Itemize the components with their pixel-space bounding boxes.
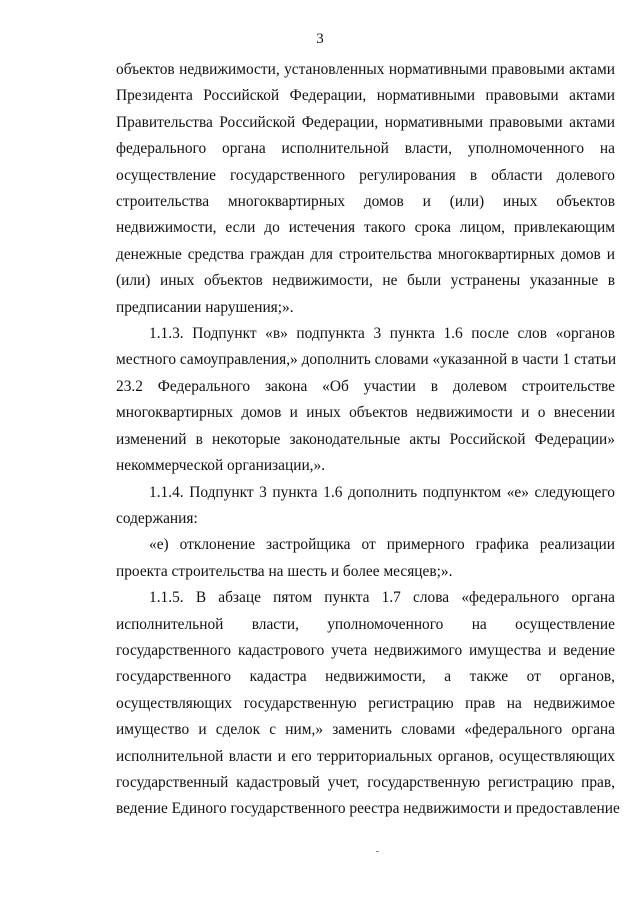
text-line: денежные средства граждан для строительства многоквартирных домов и bbox=[116, 245, 615, 263]
text-line: государственный кадастровый учет, государственную регистрацию прав, bbox=[116, 773, 615, 791]
text-line: предписании нарушения;». bbox=[116, 298, 294, 316]
text-line: 23.2 Федерального закона «Об участии в долевом строительстве bbox=[116, 377, 615, 395]
paragraph-list bbox=[116, 57, 620, 823]
paragraph-p3 bbox=[116, 480, 615, 533]
text-line: 1.1.3. Подпункт «в» подпункта 3 пункта 1.6 после слов «органов bbox=[149, 325, 615, 343]
text-line: «е) отклонение застройщика от примерного графика реализации bbox=[149, 536, 615, 554]
page-number: 3 bbox=[316, 31, 324, 47]
paragraph-p1 bbox=[116, 57, 615, 321]
text-line: осуществляющих государственную регистрацию прав на недвижимое bbox=[116, 694, 615, 712]
text-line: местного самоуправления,» дополнить словами «указанной в части 1 статьи bbox=[116, 351, 617, 369]
text-line: недвижимости, если до истечения такого срока лицом, привлекающим bbox=[116, 219, 615, 237]
text-line: ведение Единого государственного реестра недвижимости и предоставление bbox=[116, 800, 620, 818]
text-line: федерального органа исполнительной власти, уполномоченного на bbox=[116, 140, 615, 158]
text-line: проекта строительства на шесть и более месяцев;». bbox=[116, 562, 453, 580]
text-line: (или) иных объектов недвижимости, не были устранены указанные в bbox=[116, 272, 615, 290]
paragraph-p5 bbox=[116, 585, 620, 823]
scan-speck bbox=[376, 851, 379, 852]
paragraph-p2 bbox=[116, 321, 615, 479]
paragraph-p4 bbox=[116, 532, 615, 585]
text-line: объектов недвижимости, установленных нормативными правовыми актами bbox=[116, 61, 615, 78]
text-line: строительства многоквартирных домов и (или) иных объектов bbox=[116, 193, 615, 211]
text-line: имущество и сделок с ним,» заменить словами «федерального органа bbox=[116, 721, 615, 739]
text-line: Президента Российской Федерации, нормативными правовыми актами bbox=[116, 87, 615, 105]
text-line: изменений в некоторые законодательные акты Российской Федерации» bbox=[116, 430, 615, 448]
text-line: некоммерческой организации,». bbox=[116, 457, 326, 475]
text-line: государственного кадастра недвижимости, а также от органов, bbox=[116, 668, 615, 686]
document-body bbox=[116, 57, 620, 823]
text-line: 1.1.5. В абзаце пятом пункта 1.7 слова «федерального органа bbox=[149, 589, 615, 607]
text-line: государственного кадастрового учета недвижимого имущества и ведение bbox=[116, 641, 615, 659]
text-line: 1.1.4. Подпункт 3 пункта 1.6 дополнить подпунктом «е» следующего bbox=[149, 483, 615, 501]
text-line: осуществление государственного регулирования в области долевого bbox=[116, 166, 615, 184]
text-line: исполнительной власти и его территориальных органов, осуществляющих bbox=[116, 747, 615, 765]
text-line: Правительства Российской Федерации, нормативными правовыми актами bbox=[116, 113, 615, 131]
text-line: многоквартирных домов и иных объектов недвижимости и о внесении bbox=[116, 404, 615, 422]
text-line: исполнительной власти, уполномоченного на осуществление bbox=[116, 615, 615, 633]
text-line: содержания: bbox=[116, 509, 198, 527]
